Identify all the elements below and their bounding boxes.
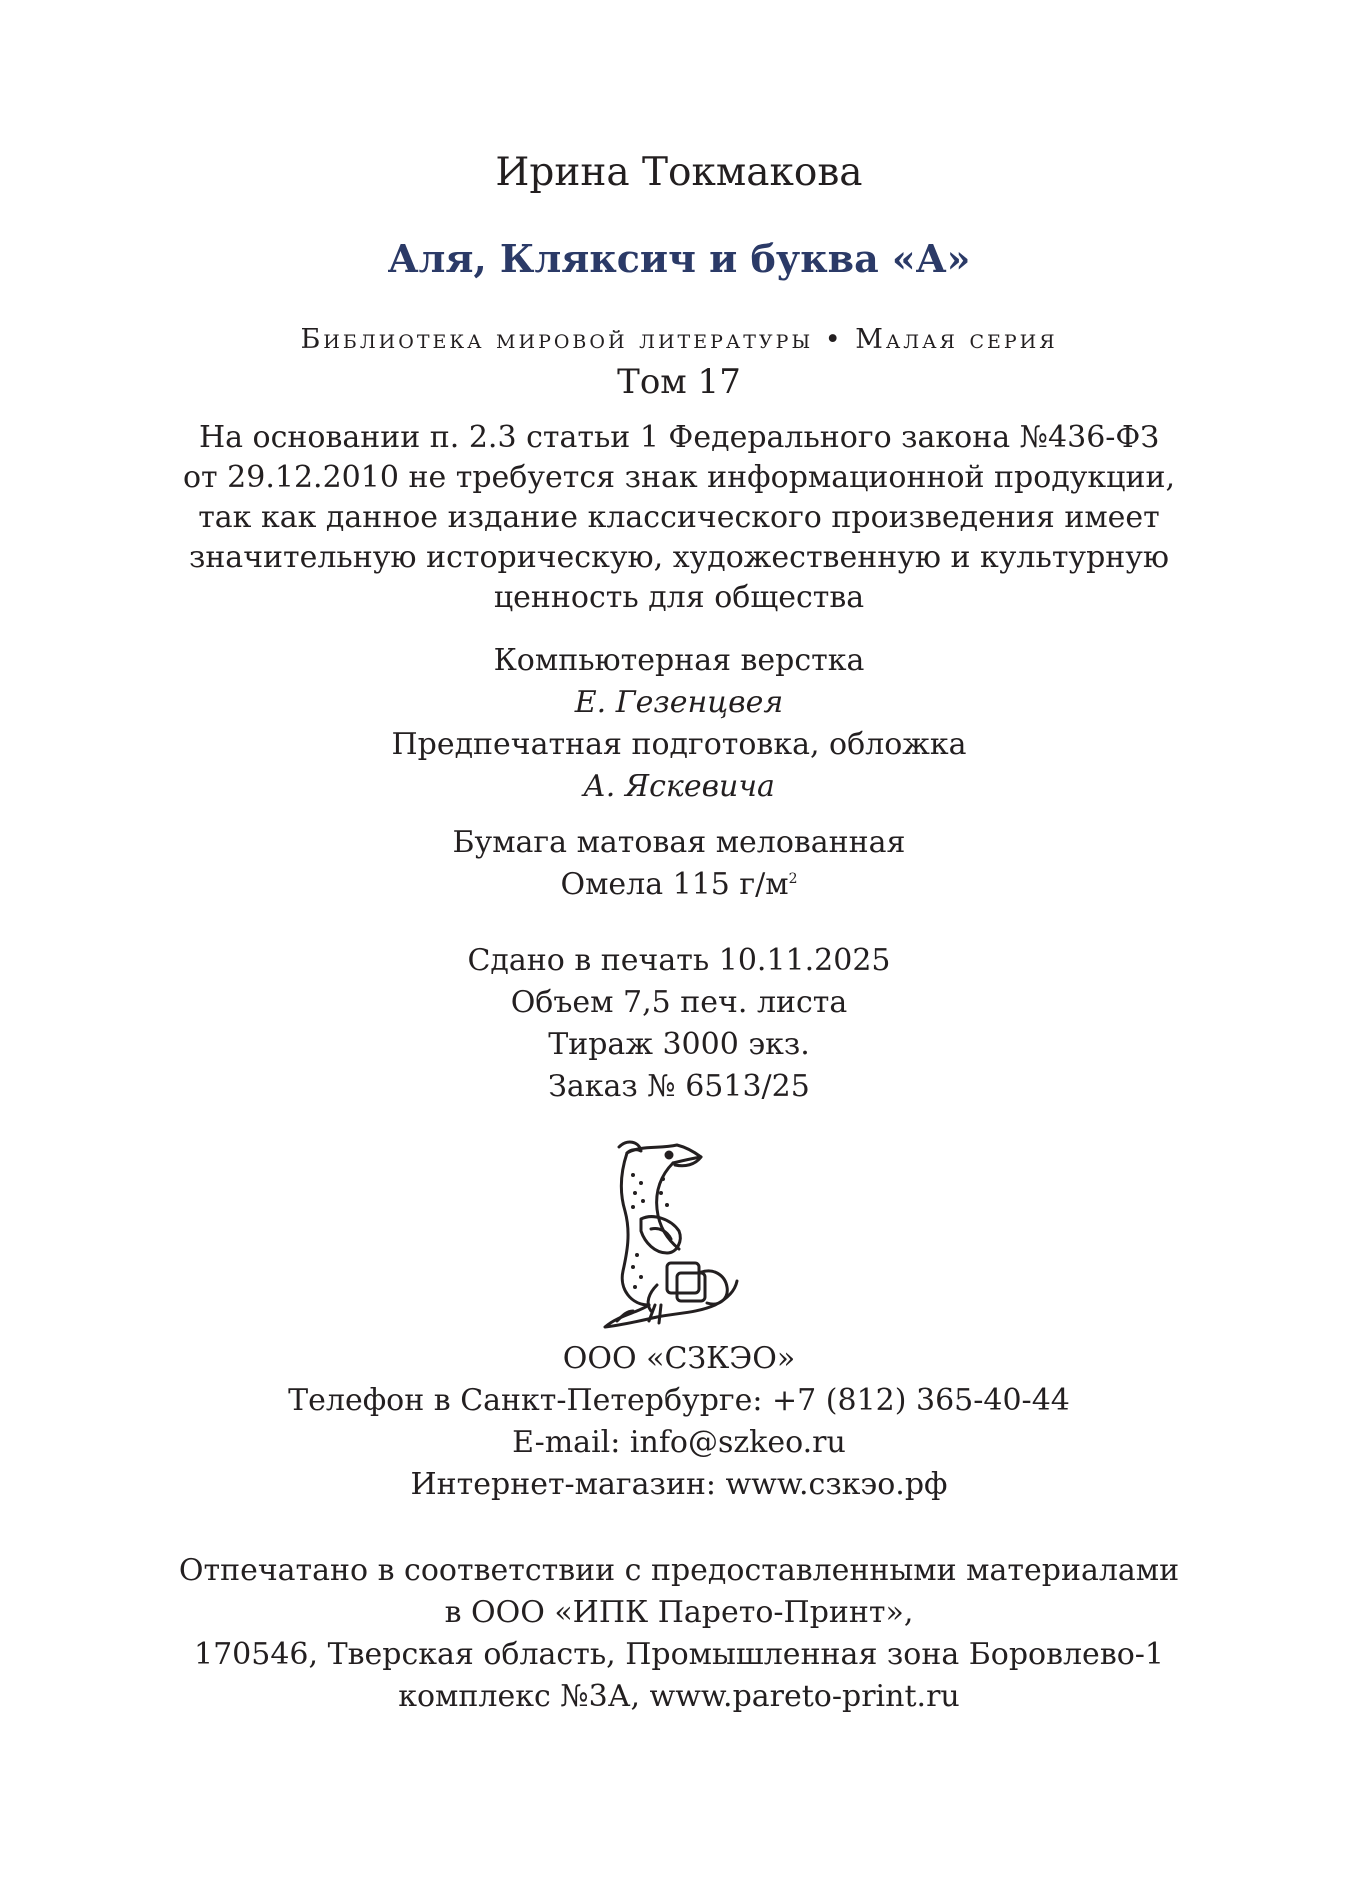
series-name (0, 322, 1358, 358)
print-date: Сдано в печать 10.11.2025 (467, 943, 891, 978)
publisher-email: E-mail: info@szkeo.ru (512, 1425, 846, 1460)
printer-line: Отпечатано в соответствии с предоставленными материалами (178, 1553, 1180, 1588)
print-volume: Объем 7,5 печ. листа (510, 985, 848, 1020)
printer-line: в ООО «ИПК Парето-Принт», (444, 1595, 914, 1630)
print-run: Тираж 3000 экз. (548, 1027, 810, 1062)
layout-role: Компьютерная верстка (493, 643, 865, 678)
printer-line: 170546, Тверская область, Промышленная зона Боровлево-1 (194, 1637, 1164, 1672)
notice-line: значительную историческую, художественную и культурную (188, 540, 1170, 575)
title-line: Аля, Кляксич и буква «А» (387, 236, 971, 281)
printer-line: комплекс №3А, www.pareto-print.ru (398, 1679, 960, 1714)
paper-density-text: Омела 115 г/м (560, 867, 789, 902)
publisher-dragon-icon (597, 1135, 757, 1335)
publisher-contacts (0, 1338, 1358, 1506)
author-name (0, 148, 1358, 198)
printer-info (0, 1550, 1358, 1718)
notice-line: от 29.12.2010 не требуется знак информационной продукции, (182, 460, 1176, 495)
volume-number (0, 360, 1358, 404)
notice-line: На основании п. 2.3 статьи 1 Федерального закона №436-ФЗ (198, 420, 1160, 455)
publisher-phone: Телефон в Санкт-Петербурге: +7 (812) 365-40-44 (288, 1383, 1070, 1418)
prepress-role: Предпечатная подготовка, обложка (391, 727, 967, 762)
credits (0, 640, 1358, 808)
notice-line: так как данное издание классического произведения имеет (198, 500, 1160, 535)
legal-notice (0, 418, 1358, 618)
print-info (0, 940, 1358, 1108)
paper-info (0, 822, 1358, 906)
volume-line: Том 17 (617, 362, 741, 402)
series-line: Библиотека мировой литературы • Малая серия (300, 324, 1058, 355)
prepress-name: А. Яскевича (583, 769, 775, 804)
paper-density-exponent: 2 (788, 871, 798, 887)
publisher-name: ООО «СЗКЭО» (562, 1341, 796, 1376)
paper-density (0, 864, 1358, 906)
layout-name: Е. Гезенцвея (574, 685, 784, 720)
book-title (0, 234, 1358, 284)
order-number: Заказ № 6513/25 (548, 1069, 810, 1104)
author-line: Ирина Токмакова (495, 150, 863, 195)
publisher-shop: Интернет-магазин: www.сзкэо.рф (410, 1467, 948, 1502)
notice-line: ценность для общества (493, 580, 865, 615)
paper-type: Бумага матовая мелованная (452, 825, 906, 860)
